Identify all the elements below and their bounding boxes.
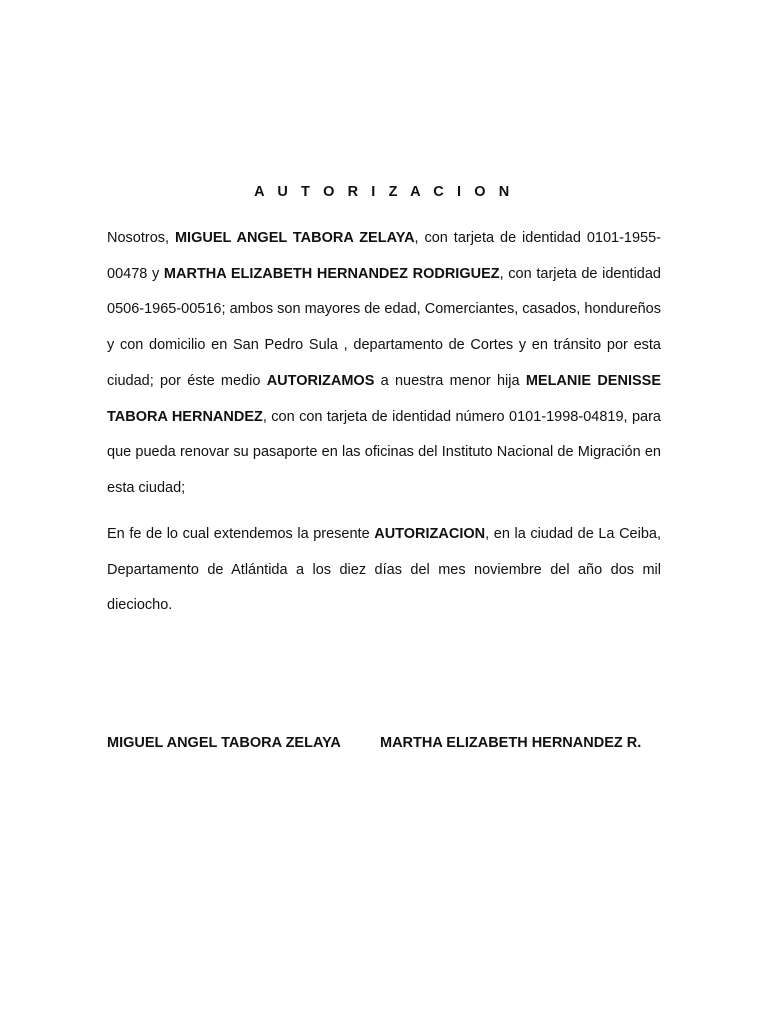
- paragraph-text: a nuestra menor hija: [374, 372, 526, 389]
- parent-name-2: MARTHA ELIZABETH HERNANDEZ RODRIGUEZ: [163, 265, 500, 282]
- paragraph-text: , con tarjeta de identidad 0101-1955-00478 y: [107, 230, 661, 282]
- parent-name-1: MIGUEL ANGEL TABORA ZELAYA: [174, 230, 415, 246]
- paragraph-text: Nosotros,: [107, 230, 175, 246]
- paragraph-text: , con con tarjeta de identidad número 0101-1998-04819, para que pueda renovar su pasaporte en las oficinas del Instituto Nacional de Migración en esta ciudad;: [107, 408, 661, 496]
- child-name: MELANIE DENISSE TABORA HERNANDEZ: [107, 372, 661, 425]
- authorization-paragraph: [107, 221, 661, 507]
- authorization-keyword: AUTORIZACION: [374, 526, 486, 542]
- signer-name-2: MARTHA ELIZABETH HERNANDEZ R.: [380, 735, 642, 751]
- document-title: A U T O R I Z A C I O N: [254, 184, 514, 200]
- closing-paragraph: [107, 517, 661, 624]
- signer-name-1: MIGUEL ANGEL TABORA ZELAYA: [107, 735, 341, 751]
- paragraph-text: , en la ciudad de La Ceiba, Departamento de Atlántida a los diez días del mes noviembre del año dos mil dieciocho.: [107, 526, 661, 614]
- authorize-keyword: AUTORIZAMOS: [266, 372, 375, 389]
- paragraph-text: , con tarjeta de identidad 0506-1965-00516; ambos son mayores de edad, Comerciantes, casados, hondureños y con domicilio en San Pedro Sula , departamento de Cortes y en tránsito por esta ciudad; por éste medio: [107, 265, 661, 389]
- paragraph-text: En fe de lo cual extendemos la presente: [107, 526, 375, 542]
